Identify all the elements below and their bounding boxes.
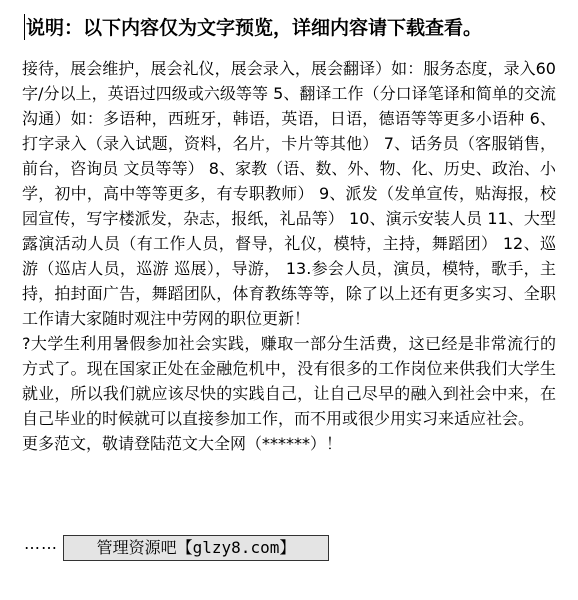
document-body [22,56,556,456]
watermark-banner[interactable]: 管理资源吧【glzy8.com】 [63,535,329,561]
body-paragraph-more-link: 更多范文，敬请登陆范文大全网（******）！ [22,434,343,453]
preview-notice: 说明：以下内容仅为文字预览，详细内容请下载查看。 [26,17,483,39]
body-paragraph-jobs: 接待，展会维护，展会礼仪，展会录入，展会翻译）如：服务态度，录入60字/分以上，英语过四级或六级等等 5、翻译工作（分口译笔译和简单的交流沟通）如：多语种，西班牙，韩语，英语，日语，德语等等更多小语种 6、打字录入（录入试题，资料，名片，卡片等其他） 7、话务员（客服销售，前台，咨询员 文员等等） 8、家教（语、数、外、物、化、历史、政治、小学，初中，高中等等更多，有专职教师） 9、派发（发单宣传，贴海报，校园宣传，写字楼派发，杂志，报纸，礼品等） 10、演示安装人员 11、大型露演活动人员（有工作人员，督导，礼仪，模特，主持，舞蹈团） 12、巡游（巡店人员，巡游 巡展），导游， 13.参会人员，演员，模特，歌手，主持，拍封面广告，舞蹈团队，体育教练等等，除了以上还有更多实习、全职工作请大家随时观注中劳网的职位更新！ [22,59,556,328]
ellipsis-text: …… [24,534,58,553]
text-cursor [24,14,25,40]
body-paragraph-practice: ?大学生利用暑假参加社会实践，赚取一部分生活费，这已经是非常流行的方式了。现在国家正处在金融危机中，没有很多的工作岗位来供我们大学生就业，所以我们就应该尽快的实践自己，让自己尽早的融入到社会中来，在自己毕业的时候就可以直接参加工作，而不用或很少用实习来适应社会。 [22,334,556,428]
